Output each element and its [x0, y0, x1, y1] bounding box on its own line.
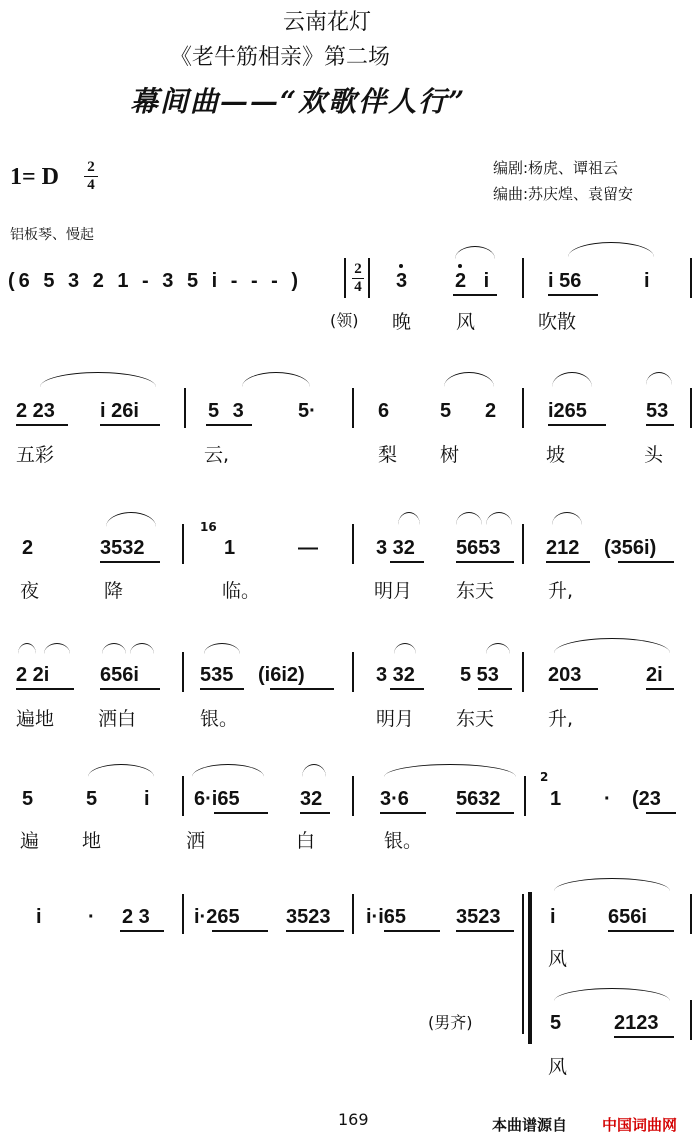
lyric: 银。 [384, 830, 423, 852]
barline [690, 388, 692, 428]
lyric: 头 [644, 444, 664, 466]
note-group: i [36, 906, 42, 928]
beam [286, 930, 344, 932]
note-group: 5· [298, 400, 316, 422]
beam [214, 812, 268, 814]
lyric: 风 [456, 311, 476, 333]
slur [102, 643, 126, 654]
note-group: i [644, 270, 650, 292]
beam [16, 688, 74, 690]
slur [486, 643, 510, 654]
lyric: 明月 [374, 580, 413, 602]
note-group: 5 [86, 788, 98, 810]
lyric: 吹散 [538, 311, 577, 333]
lyric: 坡 [546, 444, 566, 466]
barline [690, 1000, 692, 1040]
lyric: 降 [104, 580, 124, 602]
note-group: i 26i [100, 400, 139, 422]
note-group: 656i [100, 664, 139, 686]
beam [456, 812, 514, 814]
beam [100, 688, 160, 690]
beam [456, 930, 514, 932]
slur [554, 638, 670, 653]
slur [384, 764, 516, 777]
lyric: 洒 [186, 830, 206, 852]
composer-credit: 编曲:苏庆煌、袁留安 [493, 185, 634, 203]
note-group: 1 [550, 788, 562, 810]
barline [522, 894, 524, 1034]
note-group: 3 32 [376, 664, 415, 686]
lyric: 洒白 [98, 708, 137, 730]
source-note: 本曲谱源自 [492, 1116, 568, 1134]
beam [560, 688, 598, 690]
barline [352, 524, 354, 564]
beam [646, 424, 674, 426]
note-group: 3·6 [380, 788, 409, 810]
slur [486, 512, 512, 525]
note-group: i265 [548, 400, 587, 422]
note-group: 2i [646, 664, 663, 686]
note-group: (i6i2) [258, 664, 305, 686]
note-group: 5 53 [460, 664, 499, 686]
lyric: 云, [204, 444, 230, 466]
note-group: 212 [546, 537, 580, 559]
page-number: 169 [338, 1110, 369, 1129]
time-signature [84, 160, 98, 193]
slur [242, 372, 310, 387]
time-denominator: 4 [87, 177, 95, 193]
beam [16, 424, 68, 426]
play-title: 《老牛筋相亲》第二场 [170, 45, 391, 70]
beam [200, 688, 244, 690]
slur [302, 764, 326, 777]
beam [390, 688, 424, 690]
barline [182, 652, 184, 692]
beam [380, 812, 426, 814]
barline [522, 524, 524, 564]
lyric: 明月 [376, 708, 415, 730]
barline [182, 524, 184, 564]
barline [352, 776, 354, 816]
note-group: 5632 [456, 788, 501, 810]
slur [18, 643, 36, 654]
slur [192, 764, 264, 777]
grace-note: 2 [540, 770, 549, 784]
time-numerator: 2 [354, 261, 362, 277]
beam [618, 561, 674, 563]
beam [212, 930, 268, 932]
upper-note: 656i [608, 906, 647, 928]
slur [106, 512, 156, 527]
slur [398, 512, 420, 525]
note-group: 2 2i [16, 664, 50, 686]
note-group: (23 [632, 788, 661, 810]
slur [88, 764, 154, 777]
barline [184, 388, 186, 428]
note-group: i [144, 788, 150, 810]
lyric: 升, [548, 708, 574, 730]
beam [100, 424, 160, 426]
barline [524, 776, 526, 816]
note-group: 53 [646, 400, 669, 422]
note-group: (356i) [604, 537, 657, 559]
lyric: 树 [440, 444, 460, 466]
lyric: 东天 [456, 708, 495, 730]
lyric: 梨 [378, 444, 398, 466]
barline [368, 258, 370, 298]
beam [614, 1036, 674, 1038]
beam [390, 561, 424, 563]
note-group: · [604, 788, 611, 810]
slur [204, 643, 240, 654]
beam [384, 930, 440, 932]
note-group: 3 32 [376, 537, 415, 559]
note-group: 535 [200, 664, 234, 686]
slur [394, 643, 416, 654]
slur [552, 512, 582, 525]
note-group: 203 [548, 664, 582, 686]
octave-dot [399, 264, 403, 268]
note-group: 3 [396, 270, 408, 292]
beam [478, 688, 512, 690]
lower-note: 2123 [614, 1012, 659, 1034]
note-group: — [298, 537, 318, 559]
note-group: 5 3 [208, 400, 248, 422]
lyric: 白 [296, 830, 316, 852]
barline [182, 776, 184, 816]
lyric: 五彩 [16, 444, 55, 466]
slur [568, 242, 654, 257]
slur [444, 372, 494, 387]
note-group: 3523 [456, 906, 501, 928]
lower-note: 5 [550, 1012, 562, 1034]
octave-dot [458, 264, 462, 268]
beam [453, 294, 497, 296]
part-label: (男齐) [428, 1013, 473, 1032]
lower-lyric: 风 [548, 1056, 568, 1078]
beam [270, 688, 334, 690]
slur [130, 643, 154, 654]
piece-title: 幕间曲——“欢歌伴人行” [130, 85, 467, 118]
note-group: i·265 [194, 906, 240, 928]
slur [44, 643, 70, 654]
time-denominator: 4 [354, 279, 362, 295]
note-group: 2 23 [16, 400, 55, 422]
lyric: 遍地 [16, 708, 55, 730]
slur [554, 878, 670, 891]
barline [522, 652, 524, 692]
note-group: 3523 [286, 906, 331, 928]
grace-note: 16 [200, 520, 217, 534]
barline [182, 894, 184, 934]
beam [300, 812, 330, 814]
intro-notes: (6 5 3 2 1 - 3 5 i - - - ) [8, 270, 303, 292]
barline [522, 388, 524, 428]
beam [548, 294, 598, 296]
note-group: 2 i [455, 270, 496, 292]
note-group: 2 [22, 537, 34, 559]
brace-bar [528, 892, 532, 1044]
site-link[interactable]: 中国词曲网 [602, 1116, 678, 1134]
beam [206, 424, 252, 426]
beam [548, 424, 606, 426]
barline [690, 258, 692, 298]
upper-lyric: 风 [548, 948, 568, 970]
note-group: 1 [224, 537, 236, 559]
lyric: 银。 [200, 708, 239, 730]
barline [690, 894, 692, 934]
slur [646, 372, 672, 385]
lyric: 临。 [222, 580, 261, 602]
slur [554, 988, 670, 1001]
note-group: 2 3 [122, 906, 150, 928]
note-group: 5 [22, 788, 34, 810]
beam [100, 561, 160, 563]
lyricist-credit: 编剧:杨虎、谭祖云 [493, 159, 619, 177]
barline [522, 258, 524, 298]
lyric: 升, [548, 580, 574, 602]
beam [608, 930, 674, 932]
key-signature: 1= D [10, 164, 60, 190]
lyric: 夜 [20, 580, 40, 602]
lyric: 东天 [456, 580, 495, 602]
barline [352, 652, 354, 692]
lyric: 遍 [20, 830, 40, 852]
beam [646, 688, 674, 690]
note-group: 2 [485, 400, 497, 422]
note-group: 32 [300, 788, 323, 810]
barline [344, 258, 346, 298]
note-group: 5653 [456, 537, 501, 559]
note-group: 3532 [100, 537, 145, 559]
genre-title: 云南花灯 [283, 10, 372, 35]
barline [352, 388, 354, 428]
note-group: i 56 [548, 270, 582, 292]
time-numerator: 2 [87, 159, 95, 175]
note-group: 6·i65 [194, 788, 240, 810]
instrument-instruction: 铝板琴、慢起 [10, 227, 94, 243]
lyric: 晚 [392, 311, 412, 333]
beam [546, 561, 590, 563]
note-group: i·i65 [366, 906, 407, 928]
intro-time-signature [352, 262, 364, 295]
slur [40, 372, 156, 387]
beam [456, 561, 514, 563]
slur [455, 246, 495, 259]
note-group: · [88, 906, 95, 928]
beam [646, 812, 676, 814]
barline [352, 894, 354, 934]
upper-note: i [550, 906, 556, 928]
slur [552, 372, 592, 387]
note-group: 5 [440, 400, 452, 422]
note-group: 6 [378, 400, 390, 422]
beam [120, 930, 164, 932]
lyric-label: (领) [330, 311, 359, 330]
slur [456, 512, 482, 525]
lyric: 地 [82, 830, 102, 852]
